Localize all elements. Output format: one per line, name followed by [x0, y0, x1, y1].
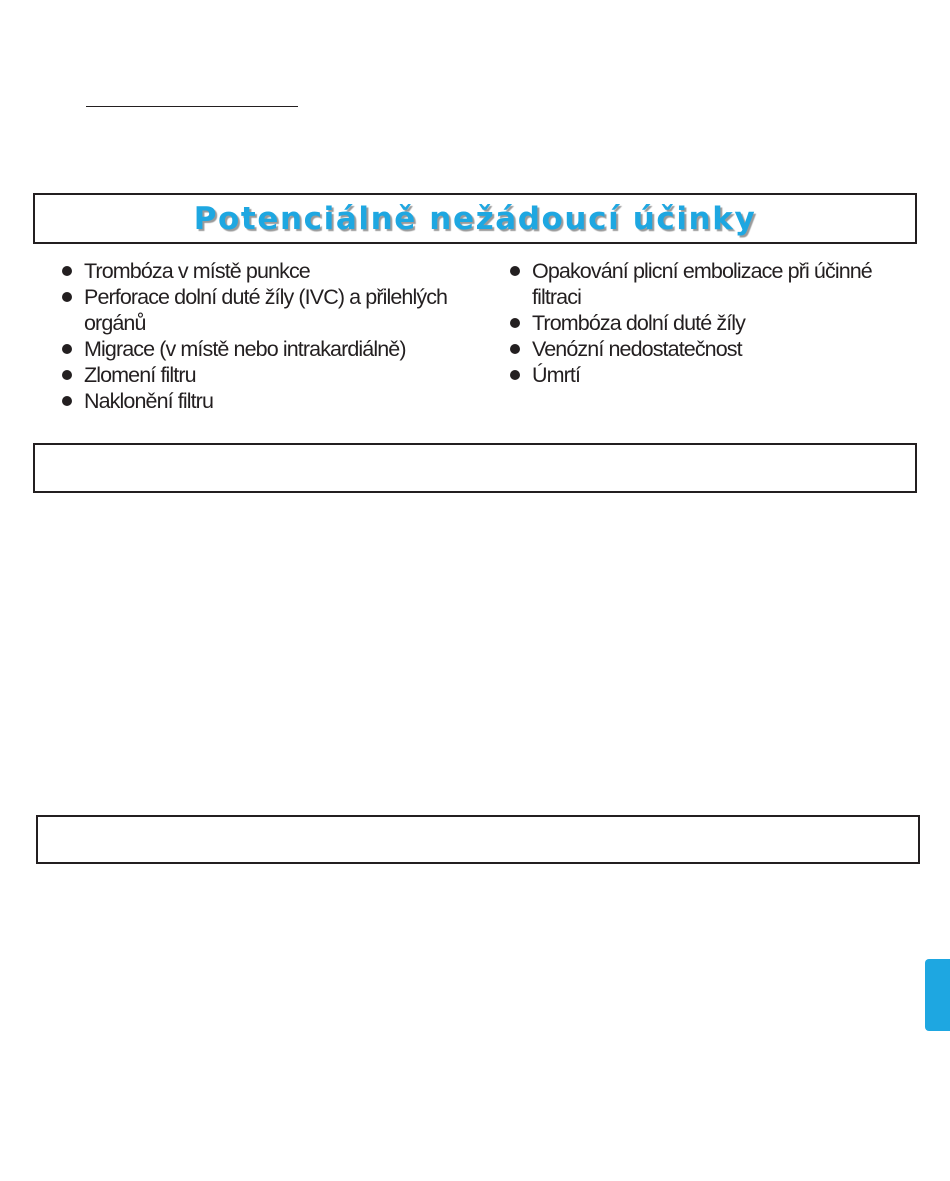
bullet-icon — [510, 266, 520, 276]
section-tab-marker — [925, 959, 950, 1031]
section-heading-box — [33, 193, 917, 244]
empty-heading-box — [36, 815, 920, 864]
list-item-text: Perforace dolní duté žíly (IVC) a přilehlých orgánů — [84, 285, 448, 335]
list-item-text: Venózní nedostatečnost — [532, 337, 742, 361]
list-item-text: Trombóza dolní duté žíly — [532, 311, 746, 335]
bullet-icon — [510, 318, 520, 328]
list-item — [60, 362, 490, 388]
list-item-text: Migrace (v místě nebo intrakardiálně) — [84, 337, 406, 361]
list-item — [508, 310, 918, 336]
list-item — [508, 336, 918, 362]
list-item-text: Naklonění filtru — [84, 389, 214, 413]
adverse-effects-list-right — [508, 258, 918, 388]
list-item — [60, 258, 490, 284]
list-item-text: Zlomení filtru — [84, 363, 196, 387]
list-item — [508, 362, 918, 388]
bullet-icon — [510, 370, 520, 380]
list-item — [60, 284, 490, 336]
list-item-text: Trombóza v místě punkce — [84, 259, 310, 283]
empty-heading-box — [33, 443, 917, 493]
bullet-icon — [510, 344, 520, 354]
list-item — [60, 336, 490, 362]
bullet-icon — [62, 396, 72, 406]
bullet-icon — [62, 344, 72, 354]
adverse-effects-list-left — [60, 258, 490, 414]
list-item-text: Úmrtí — [532, 363, 581, 387]
list-item — [60, 388, 490, 414]
list-item-text: Opakování plicní embolizace při účinné filtraci — [532, 259, 872, 309]
header-rule — [86, 106, 298, 107]
bullet-icon — [62, 266, 72, 276]
bullet-icon — [62, 292, 72, 302]
section-title: Potenciálně nežádoucí účinky — [193, 201, 757, 237]
list-item — [508, 258, 918, 310]
bullet-icon — [62, 370, 72, 380]
